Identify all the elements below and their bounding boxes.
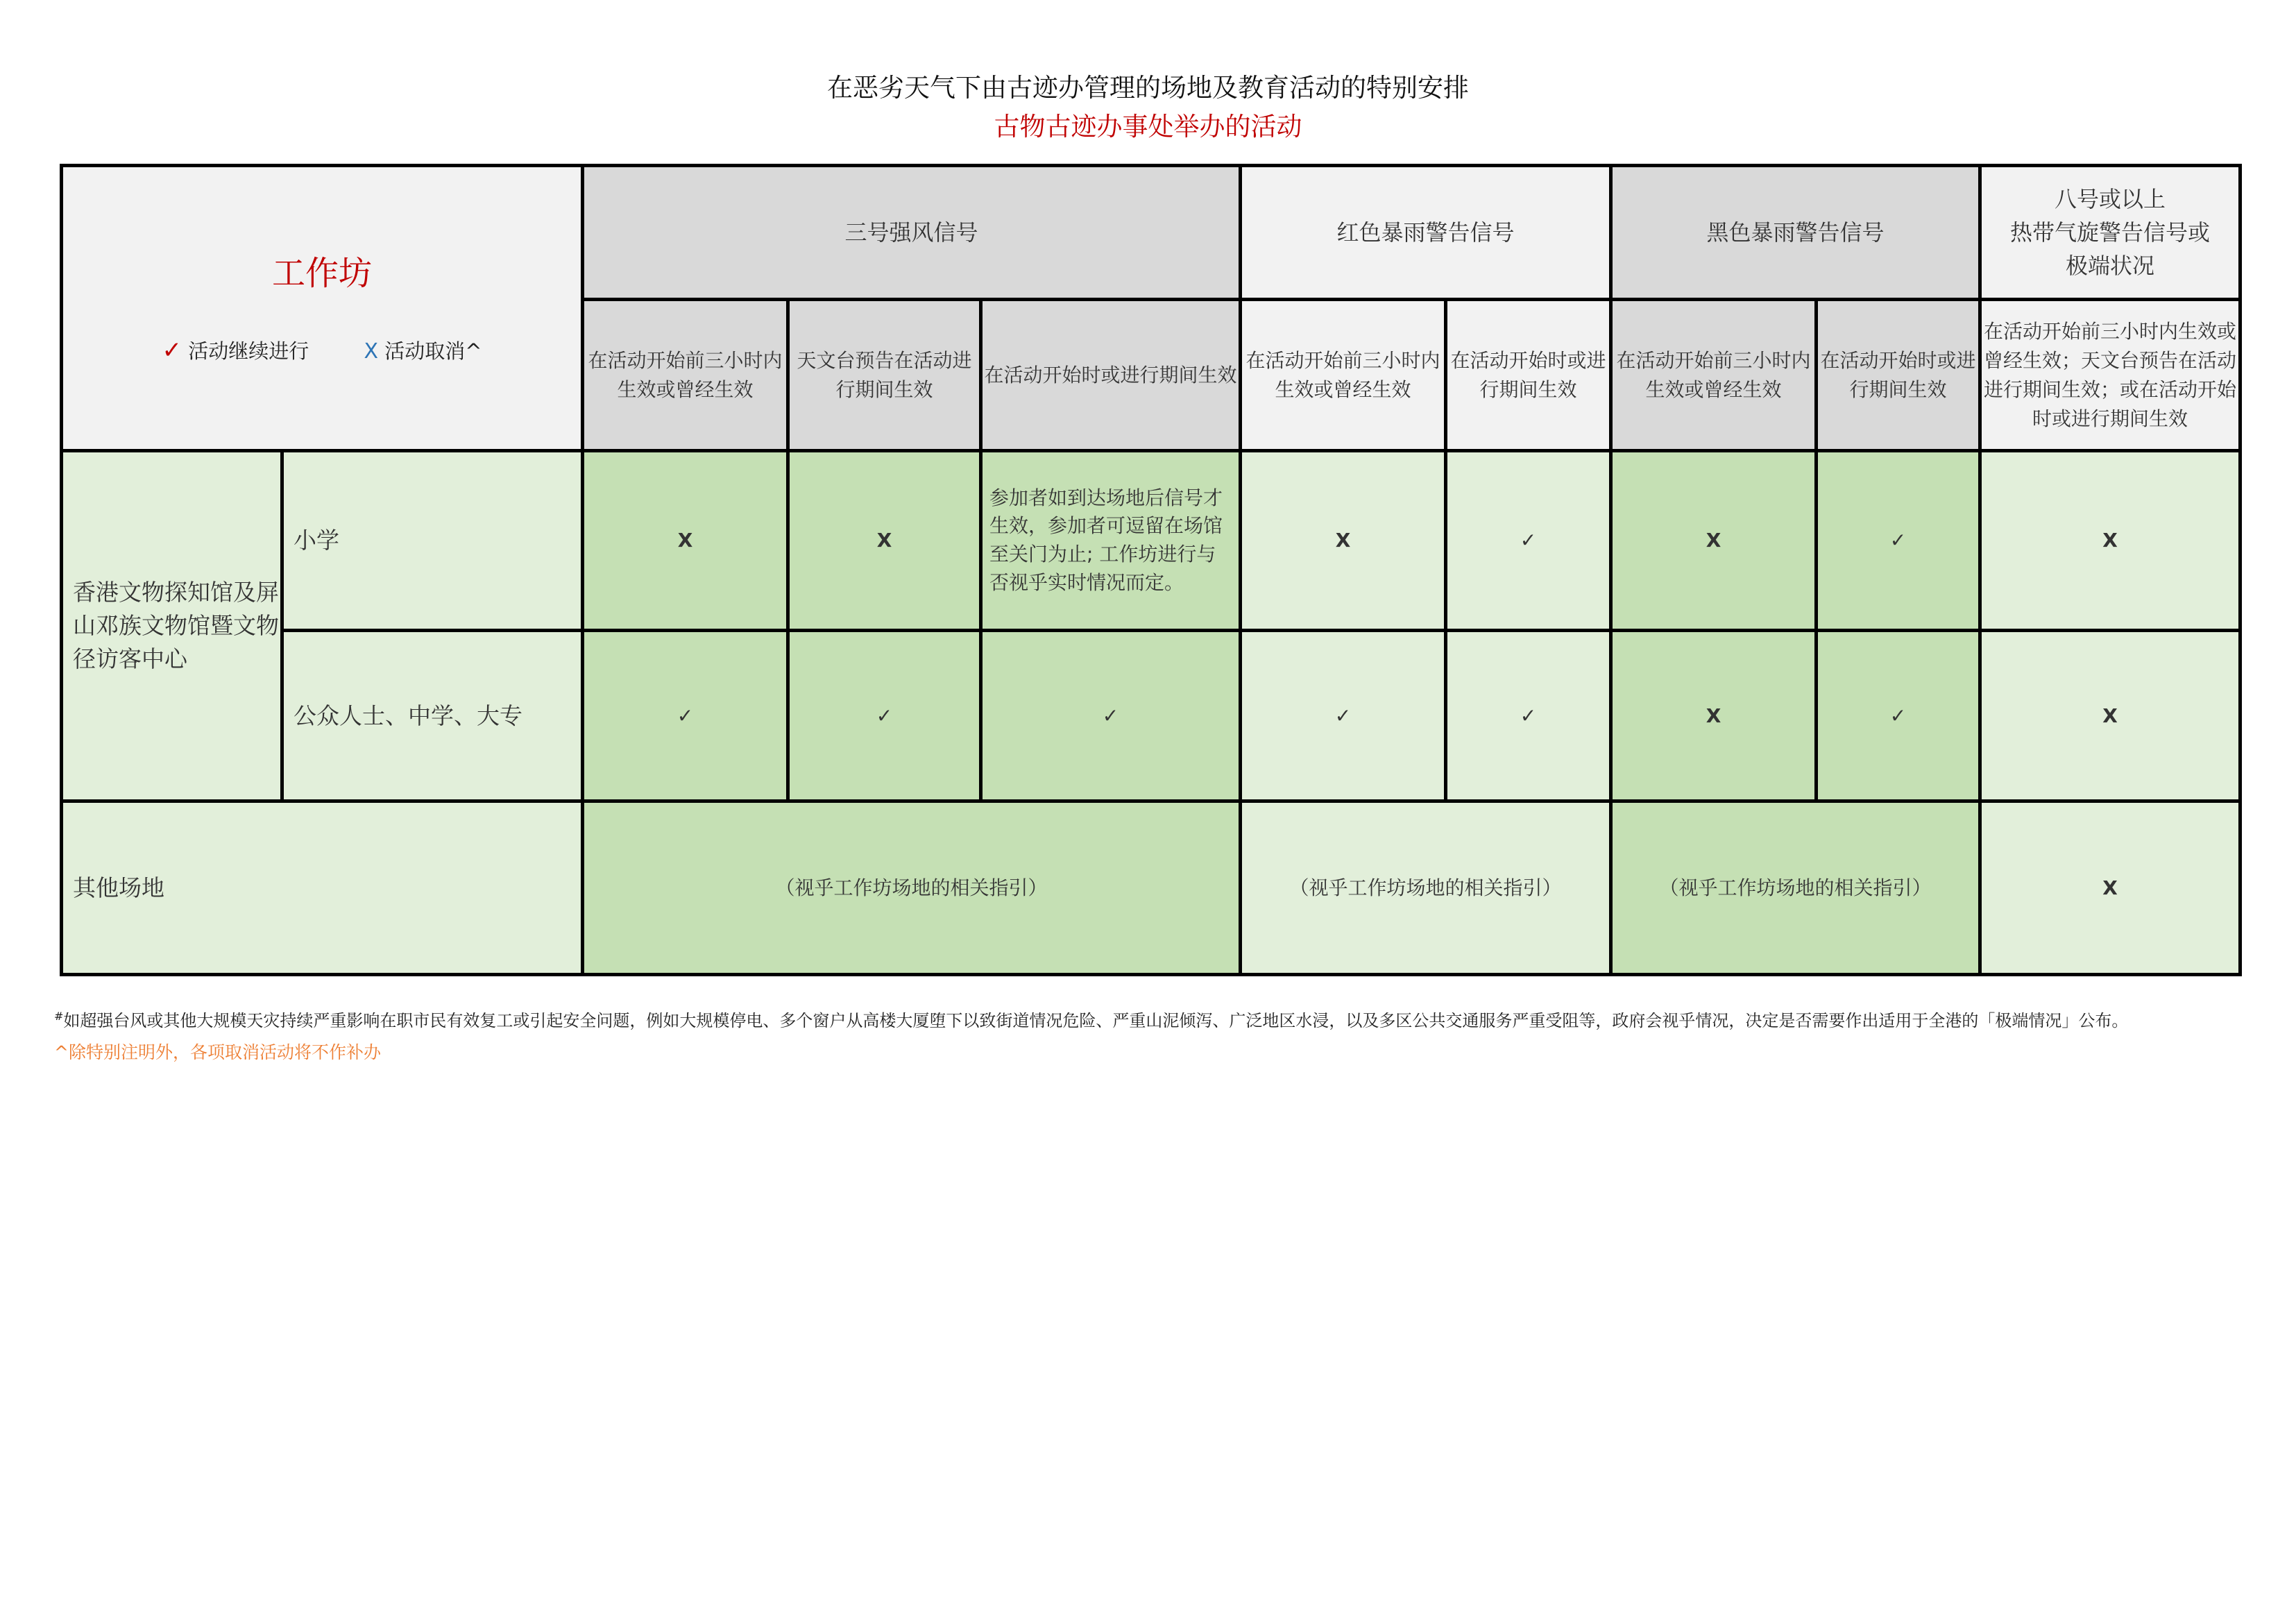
tick-icon: ✓ [583,631,788,801]
cross-icon: X [1611,631,1817,801]
page-subtitle: 古物古迹办事处举办的活动 [994,112,1302,142]
footnote-hash: # [54,1010,64,1023]
venue-name: 香港文物探知馆及屏山邓族文物馆暨文物径访客中心 [62,451,282,801]
cross-icon: X [1980,631,2240,801]
tick-icon: ✓ [981,631,1241,801]
tick-icon: ✓ [1817,451,1980,631]
cross-icon: X [1611,451,1817,631]
tick-icon: ✓ [162,336,182,364]
cross-icon: X [583,451,788,631]
signal-header: 三号强风信号 [583,166,1241,300]
tick-icon: ✓ [1446,631,1611,801]
cross-icon: X [1241,451,1446,631]
signal-header-line: 热带气旋警告信号或 [2010,219,2211,246]
arrangement-table [60,164,2242,976]
venue-guide-note: （视乎工作坊场地的相关指引） [1241,801,1611,975]
audience-public: 公众人士、中学、大专 [282,631,583,801]
sub-header: 在活动开始前三小时内生效或曾经生效 [1241,300,1446,451]
cross-icon: X [364,339,378,364]
venue-guide-note: （视乎工作坊场地的相关指引） [1611,801,1980,975]
signal-header-line: 八号或以上 [2055,186,2166,212]
page-title: 在恶劣天气下由古迹办管理的场地及教育活动的特别安排 [827,73,1469,103]
signal-header: 红色暴雨警告信号 [1241,166,1611,300]
sub-header: 在活动开始时或进行期间生效 [1817,300,1980,451]
sub-header: 在活动开始前三小时内生效或曾经生效；天文台预告在活动进行期间生效；或在活动开始时或进行期间生效 [1980,300,2240,451]
venue-guide-note: （视乎工作坊场地的相关指引） [583,801,1241,975]
signal-header-line: 极端状况 [2066,253,2155,279]
special-note: 参加者如到达场地后信号才生效，参加者可逗留在场馆至关门为止; 工作坊进行与否视乎实时情况而定。 [981,451,1241,631]
sub-header: 在活动开始前三小时内生效或曾经生效 [1611,300,1817,451]
sub-header: 在活动开始前三小时内生效或曾经生效 [583,300,788,451]
workshop-title: 工作坊 [272,253,373,293]
footnote-extreme-text: 如超强台风或其他大规模天灾持续严重影响在职市民有效复工或引起安全问题，例如大规模停电、多个窗户从高楼大厦堕下以致街道情况危险、严重山泥倾泻、广泛地区水浸，以及多区公共交通服务严重受阻等，政府会视乎情况，决定是否需要作出适用于全港的「极端情况」公布。 [63,1011,2129,1030]
signal-header [1980,166,2240,300]
footnote-extreme [54,1007,2128,1031]
tick-icon: ✓ [1817,631,1980,801]
sub-header: 在活动开始时或进行期间生效 [981,300,1241,451]
footnote-no-makeup: ^除特别注明外，各项取消活动将不作补办 [54,1042,381,1062]
sub-header: 天文台预告在活动进行期间生效 [788,300,981,451]
table-corner [62,166,583,451]
cross-icon: X [1980,801,2240,975]
cross-icon: X [788,451,981,631]
sub-header: 在活动开始时或进行期间生效 [1446,300,1611,451]
other-venue-label: 其他场地 [62,801,583,975]
legend [63,333,581,368]
tick-icon: ✓ [1446,451,1611,631]
legend-cancel-label: 活动取消^ [384,339,482,363]
audience-primary: 小学 [282,451,583,631]
tick-icon: ✓ [788,631,981,801]
legend-continue-label: 活动继续进行 [188,339,309,363]
tick-icon: ✓ [1241,631,1446,801]
signal-header: 黑色暴雨警告信号 [1611,166,1980,300]
cross-icon: X [1980,451,2240,631]
